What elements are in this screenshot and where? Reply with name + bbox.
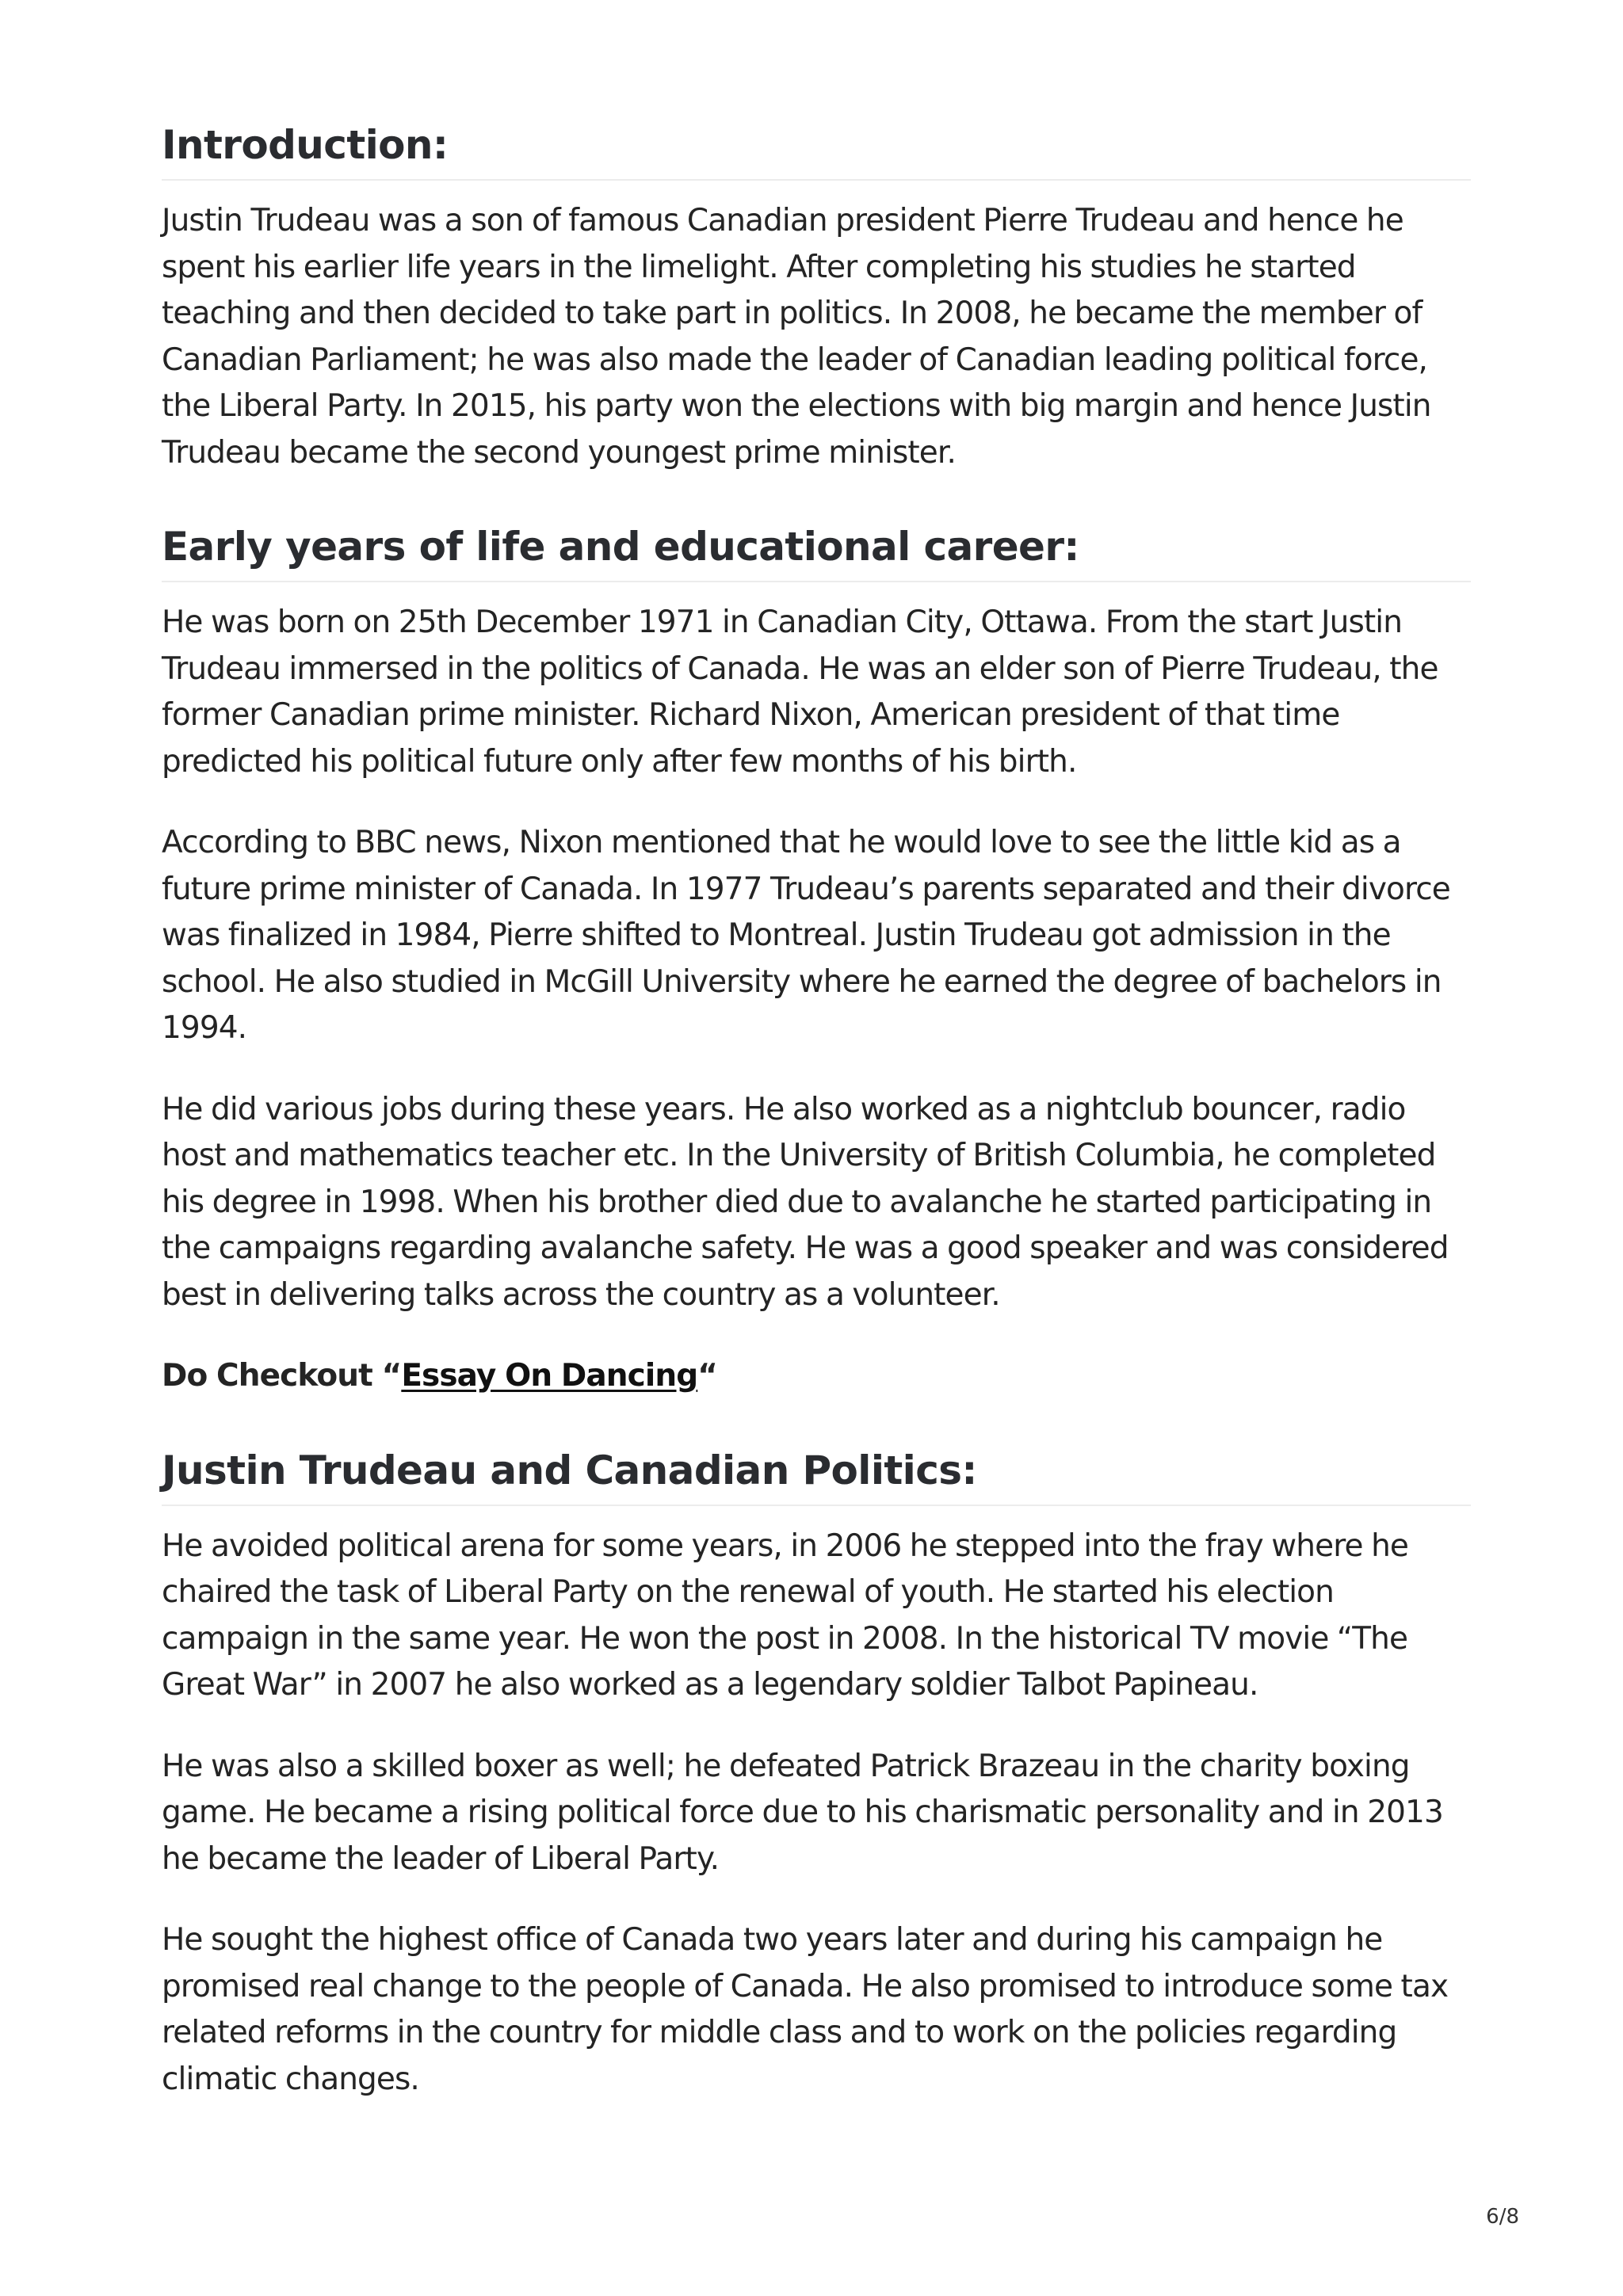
- paragraph: He sought the highest office of Canada two years later and during his campaign he promised real change to the people of Canada. He also promised to introduce some tax related reforms in the country for middle class and to work on the policies regarding climatic changes.: [162, 1922, 1449, 2097]
- section-canadian-politics: [162, 1443, 1471, 2103]
- document-page: [162, 117, 1471, 2103]
- paragraph: He did various jobs during these years. He also worked as a nightclub bouncer, radio host and mathematics teacher etc. In the University of British Columbia, he completed his degree in 1998. When his brother died due to avalanche he started participating in the campaigns regarding avalanche safety. He was a good speaker and was considered best in delivering talks across the country as a volunteer.: [162, 1091, 1449, 1313]
- page-number: 6/8: [1486, 2205, 1519, 2229]
- section-heading: Early years of life and educational career:: [162, 519, 1471, 582]
- paragraph: According to BBC news, Nixon mentioned that he would love to see the little kid as a future prime minister of Canada. In 1977 Trudeau’s parents separated and their divorce was finalized in 1984, Pierre shifted to Montreal. Justin Trudeau got admission in the school. He also studied in McGill University where he earned the degree of bachelors in 1994.: [162, 825, 1450, 1046]
- section-heading: Introduction:: [162, 117, 1471, 181]
- paragraph: Justin Trudeau was a son of famous Canadian president Pierre Trudeau and hence he spent his earlier life years in the limelight. After completing his studies he started teaching and then decided to take part in politics. In 2008, he became the member of Canadian Parliament; he was also made the leader of Canadian leading political force, the Liberal Party. In 2015, his party won the elections with big margin and hence Justin Trudeau became the second youngest prime minister.: [162, 203, 1431, 471]
- paragraph: He was also a skilled boxer as well; he defeated Patrick Brazeau in the charity boxing game. He became a rising political force due to his charismatic personality and in 2013 he became the leader of Liberal Party.: [162, 1748, 1443, 1877]
- paragraph: He avoided political arena for some years, in 2006 he stepped into the fray where he chaired the task of Liberal Party on the renewal of youth. He started his election campaign in the same year. He won the post in 2008. In the historical TV movie “The Great War” in 2007 he also worked as a legendary soldier Talbot Papineau.: [162, 1527, 1408, 1703]
- essay-on-dancing-link[interactable]: Essay On Dancing: [401, 1358, 698, 1394]
- section-heading: Justin Trudeau and Canadian Politics:: [162, 1443, 1471, 1506]
- checkout-line: [162, 1353, 1471, 1400]
- checkout-suffix: “: [697, 1358, 717, 1394]
- checkout-prefix: Do Checkout “: [162, 1358, 402, 1394]
- section-introduction: [162, 117, 1471, 476]
- section-early-years: [162, 519, 1471, 1400]
- paragraph: He was born on 25th December 1971 in Canadian City, Ottawa. From the start Justin Trudeau immersed in the politics of Canada. He was an elder son of Pierre Trudeau, the former Canadian prime minister. Richard Nixon, American president of that time predicted his political future only after few months of his birth.: [162, 605, 1438, 780]
